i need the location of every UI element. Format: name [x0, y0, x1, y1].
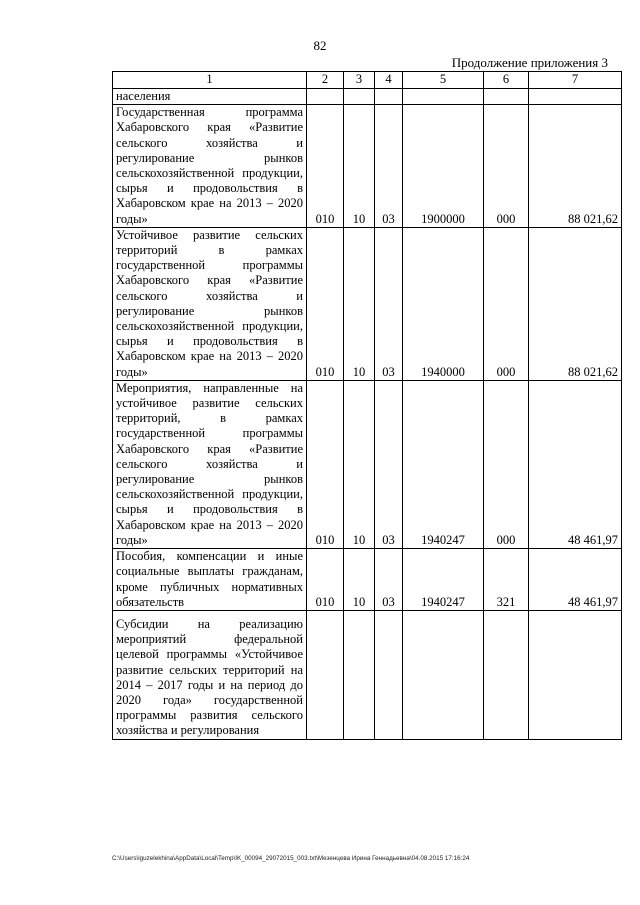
cell-col2 — [307, 89, 344, 105]
cell-amount: 88 021,62 — [529, 227, 622, 380]
row-description: Устойчивое развитие сельских территорий в рамках государственной программы Хабаровского края «Развитие сельского хозяйства и регулирование рынков сельскохозяйственной продукции, сырья и продовольствия в Хабаровском крае на 2013 – 2020 годы» — [113, 227, 307, 380]
file-path-footer: C:\Users\iguzelekhina\AppData\Local\Temp\IK_00094_29072015_003.txt\Мезенцева Ирина Геннадьевна\04.08.2015 17:16:24 — [112, 855, 470, 862]
cell-col4: 03 — [375, 105, 403, 228]
table-header-row — [113, 72, 622, 89]
cell-col3 — [344, 610, 375, 739]
cell-col5: 1940000 — [403, 227, 484, 380]
cell-col2: 010 — [307, 227, 344, 380]
appendix-table — [112, 71, 622, 740]
cell-col6 — [484, 89, 529, 105]
row-description: населения — [113, 89, 307, 105]
cell-amount: 48 461,97 — [529, 380, 622, 548]
row-description: Пособия, компенсации и иные социальные выплаты гражданам, кроме публичных нормативных обязательств — [113, 549, 307, 611]
header-cell-2: 2 — [307, 72, 344, 89]
header-cell-1: 1 — [113, 72, 307, 89]
cell-col5: 1900000 — [403, 105, 484, 228]
row-description: Субсидии на реализацию мероприятий федеральной целевой программы «Устойчивое развитие сельских территорий на 2014 – 2017 годы и на период до 2020 года» государственной программы развития сельского хозяйства и регулирования — [113, 610, 307, 739]
header-cell-3: 3 — [344, 72, 375, 89]
cell-col4: 03 — [375, 380, 403, 548]
cell-col2 — [307, 610, 344, 739]
cell-amount: 48 461,97 — [529, 549, 622, 611]
cell-col4: 03 — [375, 549, 403, 611]
header-cell-4: 4 — [375, 72, 403, 89]
continuation-label: Продолжение приложения 3 — [451, 55, 608, 70]
table-row — [113, 380, 622, 548]
header-cell-6: 6 — [484, 72, 529, 89]
cell-amount — [529, 610, 622, 739]
cell-col3: 10 — [344, 549, 375, 611]
cell-col4: 03 — [375, 227, 403, 380]
cell-col4 — [375, 610, 403, 739]
cell-col5 — [403, 610, 484, 739]
cell-col3: 10 — [344, 105, 375, 228]
cell-col2: 010 — [307, 549, 344, 611]
cell-col2: 010 — [307, 105, 344, 228]
cell-col6: 000 — [484, 105, 529, 228]
row-description: Государственная программа Хабаровского края «Развитие сельского хозяйства и регулирование рынков сельскохозяйственной продукции, сырья и продовольствия в Хабаровском крае на 2013 – 2020 годы» — [113, 105, 307, 228]
cell-col4 — [375, 89, 403, 105]
header-cell-7: 7 — [529, 72, 622, 89]
table-row — [113, 105, 622, 228]
cell-col5 — [403, 89, 484, 105]
cell-col3 — [344, 89, 375, 105]
page-number: 82 — [313, 38, 327, 53]
cell-amount: 88 021,62 — [529, 105, 622, 228]
header-cell-5: 5 — [403, 72, 484, 89]
cell-col2: 010 — [307, 380, 344, 548]
cell-col5: 1940247 — [403, 549, 484, 611]
cell-col6: 000 — [484, 227, 529, 380]
cell-col6 — [484, 610, 529, 739]
cell-col3: 10 — [344, 380, 375, 548]
table-row — [113, 227, 622, 380]
cell-col5: 1940247 — [403, 380, 484, 548]
cell-col3: 10 — [344, 227, 375, 380]
table-row — [113, 610, 622, 739]
cell-col6: 321 — [484, 549, 529, 611]
table-row — [113, 549, 622, 611]
cell-amount — [529, 89, 622, 105]
table-row — [113, 89, 622, 105]
row-description: Мероприятия, направленные на устойчивое развитие сельских территорий, в рамках государственной программы Хабаровского края «Развитие сельского хозяйства и регулирование рынков сельскохозяйственной продукции, сырья и продовольствия в Хабаровском крае на 2013 – 2020 годы» — [113, 380, 307, 548]
cell-col6: 000 — [484, 380, 529, 548]
